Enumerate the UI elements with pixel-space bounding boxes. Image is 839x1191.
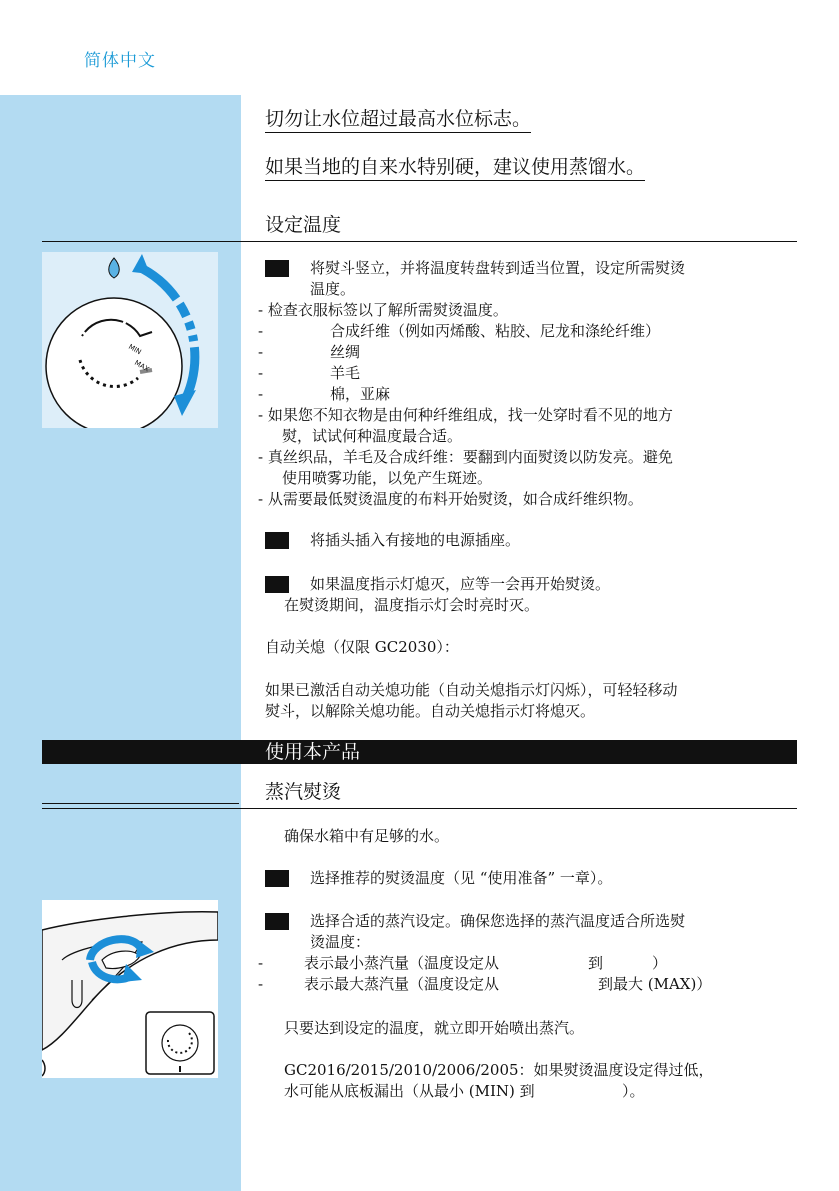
steam-max-text: 表示最大蒸汽量（温度设定从	[304, 975, 500, 993]
language-label: 简体中文	[84, 51, 156, 71]
bullet-dash: -	[258, 343, 264, 361]
water-note: 确保水箱中有足够的水。	[284, 827, 450, 845]
step-marker-1	[265, 260, 289, 277]
auto-off-heading: 自动关熄（仅限 GC2030）：	[265, 638, 459, 656]
auto-off-text-cont: 熨斗，以解除关熄功能。自动关熄指示灯将熄灭。	[265, 702, 596, 720]
bullet-silk: 丝绸	[330, 343, 361, 361]
section-heading-set-temperature: 设定温度	[265, 214, 342, 236]
step1-text-cont: 温度。	[310, 280, 356, 298]
steam-start-note: 只要达到设定的温度，就立即开始喷出蒸汽。	[284, 1019, 585, 1037]
bullet-silk-wool-synthetic: - 真丝织品，羊毛及合成纤维：要翻到内面熨烫以防发亮。避免	[258, 448, 673, 466]
steam-step2-text-cont: 烫温度：	[310, 933, 371, 951]
temperature-dial-icon	[42, 252, 218, 428]
section-heading-steam-ironing: 蒸汽熨烫	[265, 781, 342, 803]
steam-max-to: 到最大 (MAX)）	[598, 975, 712, 993]
steam-min-to: 到	[588, 954, 604, 972]
warning-max-level: 切勿让水位超过最高水位标志。	[265, 104, 531, 133]
step-marker-3	[265, 576, 289, 593]
bullet-unknown-fabric-cont: 熨，试试何种温度最合适。	[282, 427, 463, 445]
dial-min-label: MIN	[127, 342, 143, 357]
auto-off-text: 如果已激活自动关熄功能（自动关熄指示灯闪烁），可轻轻移动	[265, 681, 678, 699]
step1-text: 将熨斗竖立，并将温度转盘转到适当位置，设定所需熨烫	[310, 259, 686, 277]
bullet-unknown-fabric: - 如果您不知衣物是由何种纤维组成，找一处穿时看不见的地方	[258, 406, 673, 424]
temperature-dial-illustration	[42, 252, 218, 428]
step3-text: 如果温度指示灯熄灭，应等一会再开始熨烫。	[310, 575, 611, 593]
steam-step2-text: 选择合适的蒸汽设定。确保您选择的蒸汽温度适合所选熨	[310, 912, 686, 930]
bullet-lowest-temp-first: - 从需要最低熨烫温度的布料开始熨烫，如合成纤维织物。	[258, 490, 643, 508]
bullet-dash: -	[258, 364, 264, 382]
bullet-dash: -	[258, 385, 264, 403]
step3-note: 在熨烫期间，温度指示灯会时亮时灭。	[284, 596, 540, 614]
bullet-synthetic: 合成纤维（例如丙烯酸、粘胶、尼龙和涤纶纤维）	[330, 322, 661, 340]
step-marker-2	[265, 532, 289, 549]
sidebar-divider	[42, 803, 239, 804]
step2-text: 将插头插入有接地的电源插座。	[310, 531, 521, 549]
bullet-silk-wool-synthetic-cont: 使用喷雾功能，以免产生斑迹。	[282, 469, 493, 487]
warning-hard-water: 如果当地的自来水特别硬，建议使用蒸馏水。	[265, 152, 645, 181]
gc-models-note-end: ）。	[622, 1082, 645, 1100]
bullet-dash: -	[258, 975, 264, 993]
chapter-title: 使用本产品	[265, 741, 361, 763]
steam-min-close: ）	[652, 954, 668, 972]
section-divider	[42, 808, 797, 809]
steam-step1-text: 选择推荐的熨烫温度（见 “使用准备” 一章）。	[310, 869, 613, 887]
bullet-dash: -	[258, 322, 264, 340]
gc-models-note-cont: 水可能从底板漏出（从最小 (MIN) 到	[284, 1082, 535, 1100]
dial-max-label: MAX	[133, 358, 151, 374]
step-marker-1	[265, 870, 289, 887]
bullet-cotton-linen: 棉，亚麻	[330, 385, 391, 403]
step-marker-2	[265, 913, 289, 930]
section-divider	[42, 241, 797, 242]
bullet-wool: 羊毛	[330, 364, 361, 382]
bullet-dash: -	[258, 954, 264, 972]
iron-steam-dial-icon	[42, 900, 218, 1078]
gc-models-note: GC2016/2015/2010/2006/2005：如果熨烫温度设定得过低，	[284, 1061, 714, 1079]
chapter-band	[42, 740, 797, 764]
steam-control-illustration	[42, 900, 218, 1078]
steam-min-text: 表示最小蒸汽量（温度设定从	[304, 954, 500, 972]
bullet-check-label: - 检查衣服标签以了解所需熨烫温度。	[258, 301, 508, 319]
